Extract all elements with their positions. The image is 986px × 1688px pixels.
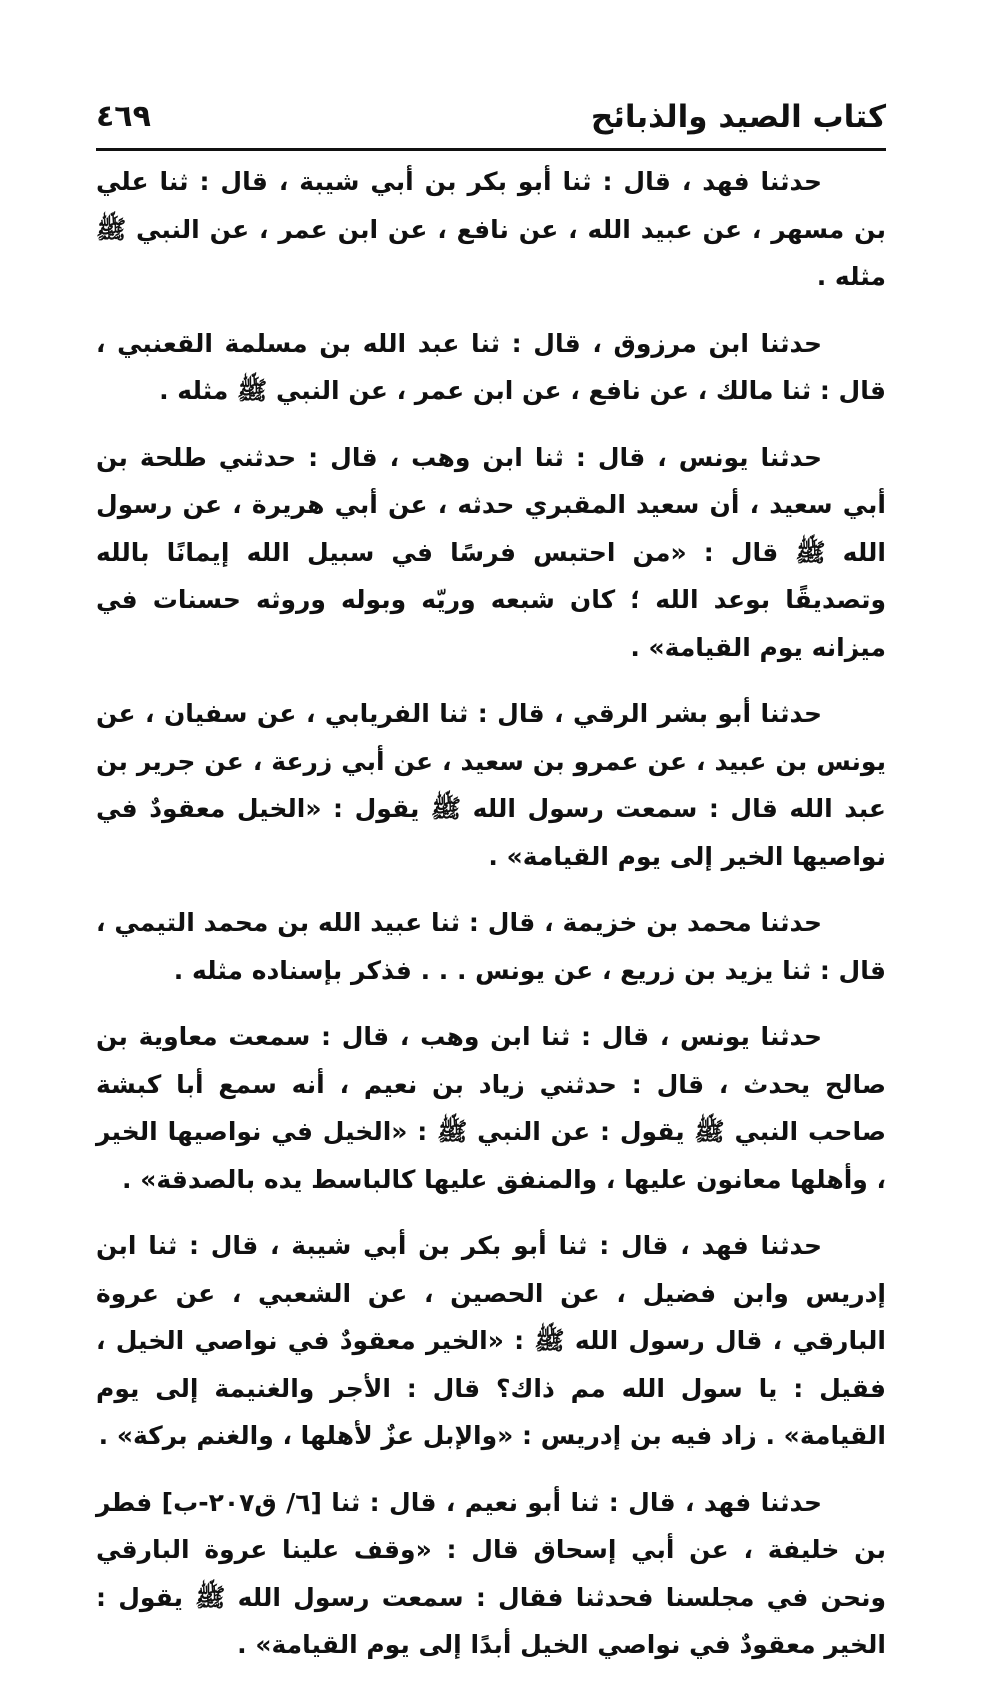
paragraph: حدثنا ابن مرزوق ، قال : ثنا عبد الله بن مسلمة القعنبي ، قال : ثنا مالك ، عن نافع ، عن ابن عمر ، عن النبي ﷺ مثله . [96,328,886,405]
paragraph: حدثنا فهد ، قال : ثنا أبو بكر بن أبي شيبة ، قال : ثنا علي بن مسهر ، عن عبيد الله ، عن نافع ، عن ابن عمر ، عن النبي ﷺ مثله . [96,167,886,291]
running-header [96,92,886,142]
paragraph: حدثنا فهد ، قال : ثنا أبو نعيم ، قال : ثنا [٦/ ق٢٠٧-ب] فطر بن خليفة ، عن أبي إسحاق قال : «وقف علينا عروة البارقي ونحن في مجلسنا فحدثنا فقال : سمعت رسول الله ﷺ يقول : الخير معقودٌ في نواصي الخيل أبدًا إلى يوم القيامة» . [96,1487,886,1659]
paragraph: حدثنا يونس ، قال : ثنا ابن وهب ، قال : حدثني طلحة بن أبي سعيد ، أن سعيد المقبري حدثه ، عن أبي هريرة ، عن رسول الله ﷺ قال : «من احتبس فرسًا في سبيل الله إيمانًا بالله وتصديقًا بوعد الله ؛ كان شبعه وريّه وبوله وروثه حسنات في ميزانه يوم القيامة» . [96,442,886,662]
page-number: ٤٦٩ [96,99,151,134]
chapter-title: كتاب الصيد والذبائح [590,99,886,135]
document-page [96,0,886,1659]
header-divider [96,148,886,151]
paragraph: حدثنا فهد ، قال : ثنا أبو بكر بن أبي شيبة ، قال : ثنا ابن إدريس وابن فضيل ، عن الحصين ، عن الشعبي ، عن عروة البارقي ، قال رسول الله ﷺ : «الخير معقودٌ في نواصي الخيل ، فقيل : يا سول الله مم ذاك؟ قال : الأجر والغنيمة إلى يوم القيامة» . زاد فيه بن إدريس : «والإبل عزٌ لأهلها ، والغنم بركة» . [96,1231,886,1450]
paragraph: حدثنا محمد بن خزيمة ، قال : ثنا عبيد الله بن محمد التيمي ، قال : ثنا يزيد بن زريع ، عن يونس . . . فذكر بإسناده مثله . [96,908,886,985]
paragraph: حدثنا أبو بشر الرقي ، قال : ثنا الفريابي ، عن سفيان ، عن يونس بن عبيد ، عن عمرو بن سعيد ، عن أبي زرعة ، عن جرير بن عبد الله قال : سمعت رسول الله ﷺ يقول : «الخيل معقودٌ في نواصيها الخير إلى يوم القيامة» . [96,699,886,871]
paragraph: حدثنا يونس ، قال : ثنا ابن وهب ، قال : سمعت معاوية بن صالح يحدث ، قال : حدثني زياد بن نعيم ، أنه سمع أبا كبشة صاحب النبي ﷺ يقول : عن النبي ﷺ : «الخيل في نواصيها الخير ، وأهلها معانون عليها ، والمنفق عليها كالباسط يده بالصدقة» . [96,1022,886,1194]
body-text [96,158,886,1688]
